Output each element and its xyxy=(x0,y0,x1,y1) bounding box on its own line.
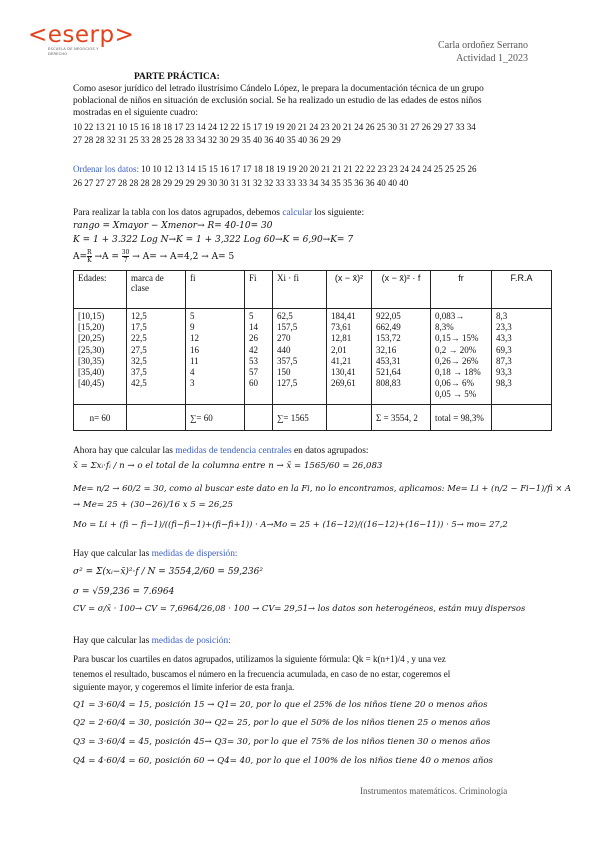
header-cell: Edades: xyxy=(74,271,127,309)
total-cell: ∑= 60 xyxy=(186,405,245,431)
eserp-logo xyxy=(28,22,138,58)
col-edades: [10,15) [15,20) [20,25) [25,30) [30,35) [35,40) [40,45) xyxy=(78,311,105,389)
sd-formula: σ = √59,236 = 7.6964 xyxy=(73,587,175,597)
header-cell: F.R.A xyxy=(492,271,552,309)
central-link: medidas de tendencia centrales xyxy=(175,446,292,456)
col-fi: 5 9 12 16 11 4 3 xyxy=(190,311,199,389)
central-intro: Ahora hay que calcular las medidas de tendencia centrales en datos agrupados: xyxy=(73,446,369,456)
intro-line-3: mostradas en el siguiente cuadro: xyxy=(73,108,198,118)
col-marca-clase: 12,5 17,5 22,5 27,5 32,5 37,5 42,5 xyxy=(131,311,147,389)
ordered-data-line-1 xyxy=(73,164,476,176)
col-xi-fi: 62,5 157,5 270 440 357,5 150 127,5 xyxy=(277,311,298,389)
header-cell: fi xyxy=(186,271,245,309)
q2-line: Q2 = 2·60/4 = 30, posición 30→ Q2= 25, por lo que el 50% de los niños tienen 25 o menos años xyxy=(73,718,491,728)
col-fra: 8,3 23,3 43,3 69,3 87,3 93,3 98,3 xyxy=(496,311,512,389)
position-p1: Para buscar los cuartiles en datos agrupados, utilizamos la siguiente fórmula: Qk = k(n+1)/4 , y una vez xyxy=(73,654,446,664)
rango-formula: rango = Xmayor − Xmenor→ R= 40-10= 30 xyxy=(73,221,273,231)
total-cell xyxy=(492,405,552,431)
cv-formula: CV = σ/x̄ · 100→ CV = 7,6964/26,08 · 100 → CV= 29,51→ los datos son heterogéneos, están muy dispersos xyxy=(73,603,526,613)
logo-tagline: ESCUELA DE NEGOCIOS Y DERECHO xyxy=(48,47,99,56)
position-p2: tenemos el resultado, buscamos el número en la frecuencia acumulada, en caso de no estar, cogeremos el xyxy=(73,669,451,679)
ordered-label: Ordenar los datos: xyxy=(73,164,139,174)
a-formula: A= $\frac{R}{K}$ →A = $\frac{30}{7}$ → A= → A=4,2 → A= 5 xyxy=(73,249,235,264)
table-body-row xyxy=(74,309,552,405)
total-cell: total = 98,3% xyxy=(431,405,492,431)
logo-brand: <eserp> xyxy=(28,22,135,48)
total-cell: n= 60 xyxy=(74,405,127,431)
total-cell xyxy=(127,405,186,431)
col-fr: 0,083→ 8,3% 0,15→ 15% 0,2 → 20% 0,26→ 26% 0,18 → 18% 0,06→ 6% 0,05 → 5% xyxy=(435,311,481,400)
table-header-row xyxy=(74,271,552,309)
col-dev-sq: 184,41 73,61 12,81 2,01 41,21 130,41 269,61 xyxy=(331,311,356,389)
header-cell: (x − x̄)² xyxy=(327,271,372,309)
grouping-intro: Para realizar la tabla con los datos agrupados, debemos calcular los siguiente: xyxy=(73,208,365,218)
col-Fi: 5 14 26 42 53 57 60 xyxy=(249,311,258,389)
dispersion-link: medidas de dispersión: xyxy=(151,549,238,559)
header-cell: Fi xyxy=(245,271,273,309)
total-cell: Σ = 3554, 2 xyxy=(372,405,431,431)
variance-formula: σ² = Σ(xᵢ−x̄)²·f / N = 3554,2/60 = 59,236² xyxy=(73,567,263,577)
header-cell: fr xyxy=(431,271,492,309)
total-cell: ∑= 1565 xyxy=(273,405,327,431)
header-cell: marca de clase xyxy=(127,271,186,309)
position-link: medidas de posición: xyxy=(151,636,231,646)
ordered-values-1: 10 10 12 13 14 15 15 16 17 17 18 18 19 19 20 20 21 21 21 22 22 23 23 24 24 24 25 25 25 26 xyxy=(141,164,477,174)
intro-line-2: poblacional de niños en situación de exclusión social. Se ha realizado un estudio de las edades de estos niños xyxy=(73,96,482,106)
raw-data-line-1: 10 22 13 21 10 15 16 18 18 17 23 14 24 12 22 15 17 19 19 20 21 24 23 20 21 24 26 25 30 31 27 26 29 27 33 34 xyxy=(73,122,476,132)
section-title: PARTE PRÁCTICA: xyxy=(134,72,220,82)
mode-formula: Mo = Li + (fi − fi−1)/((fi−fi−1)+(fi−fi+1)) · A→Mo = 25 + (16−12)/((16−12)+(16−11)) · 5→ mo= 27,2 xyxy=(73,519,508,529)
q3-line: Q3 = 3·60/4 = 45, posición 45→ Q3= 30, por lo que el 75% de los niños tienen 30 o menos años xyxy=(73,737,491,747)
col-dev-sq-f: 922,05 662,49 153,72 32,16 453,31 521,64 808,83 xyxy=(376,311,401,389)
dispersion-intro: Hay que calcular las medidas de dispersión: xyxy=(73,549,238,559)
position-intro: Hay que calcular las medidas de posición: xyxy=(73,636,231,646)
intro-line-1: Como asesor jurídico del letrado ilustrísimo Cándelo López, le prepara la documentación técnica de un grupo xyxy=(73,84,484,94)
k-formula: K = 1 + 3.322 Log N→K = 1 + 3,322 Log 60→K = 6,90→K= 7 xyxy=(73,235,354,245)
median-formula-a: Me= n/2 → 60/2 = 30, como al buscar este dato en la Fi, no lo encontramos, aplicamos: Me= Li + (n/2 − Fi−1)/fi × A xyxy=(73,483,572,493)
header-cell: Xi · fi xyxy=(273,271,327,309)
frequency-table-wrapper xyxy=(73,270,552,431)
activity-label: Actividad 1_2023 xyxy=(456,53,528,64)
raw-data-line-2: 27 28 28 32 31 25 33 28 25 28 33 34 32 30 29 35 40 36 40 35 40 36 29 29 xyxy=(73,135,341,145)
footer-text: Instrumentos matemáticos. Criminología xyxy=(360,786,508,796)
ordered-data-line-2: 26 27 27 27 28 28 28 28 29 29 29 29 30 30 31 31 32 32 33 33 33 34 34 35 35 36 36 40 40 40 xyxy=(73,178,409,188)
table-totals-row xyxy=(74,405,552,431)
q1-line: Q1 = 3·60/4 = 15, posición 15 → Q1= 20, por lo que el 25% de los niños tiene 20 o menos años xyxy=(73,700,488,710)
calcular-link: calcular xyxy=(282,208,312,218)
total-cell xyxy=(245,405,273,431)
total-cell xyxy=(327,405,372,431)
header-cell: (x − x̄)² · f xyxy=(372,271,431,309)
author-name: Carla ordoñez Serrano xyxy=(438,40,528,51)
position-p3: siguiente mayor, y cogeremos el límite inferior de esta franja. xyxy=(73,682,295,692)
frequency-table xyxy=(73,270,552,431)
q4-line: Q4 = 4·60/4 = 60, posición 60 → Q4= 40, por lo que el 100% de los niños tiene 40 o menos años xyxy=(73,756,493,766)
mean-formula: x̄ = Σxᵢ·fᵢ / n → o el total de la columna entre n → x̄ = 1565/60 = 26,083 xyxy=(73,461,383,471)
median-formula-b: → Me= 25 + (30−26)/16 x 5 = 26,25 xyxy=(73,500,233,510)
